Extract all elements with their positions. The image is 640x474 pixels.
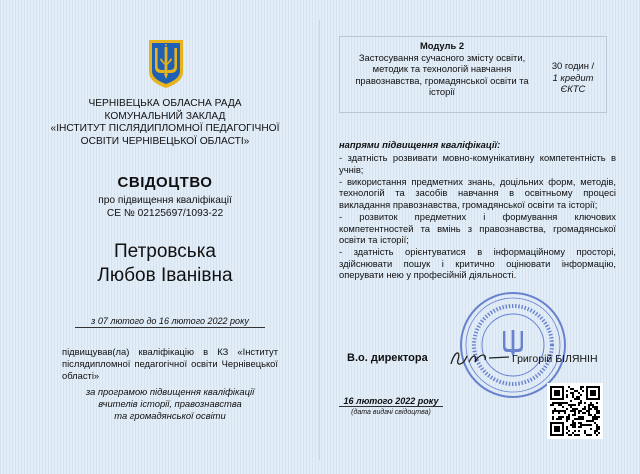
- module-credits: [542, 60, 604, 95]
- issue-date-caption: (дата видачі свідоцтва): [351, 409, 431, 416]
- org-line: ЧЕРНІВЕЦЬКА ОБЛАСНА РАДА: [88, 98, 242, 109]
- directions-title: напрями підвищення кваліфікації:: [339, 139, 501, 150]
- org-line: ОСВІТИ ЧЕРНІВЕЦЬКОЇ ОБЛАСТІ»: [80, 135, 250, 147]
- training-period: з 07 лютого до 16 лютого 2022 року: [91, 316, 249, 326]
- holder-given-names: Любов Іванівна: [97, 265, 233, 286]
- issue-date: 16 лютого 2022 року: [343, 396, 439, 406]
- institution-name: [40, 98, 290, 148]
- direction-item: - використання предметних знань, доцільних форм, методів, технологій та засобів навчання в освітньому процесі викладання правознавства, громадянської освіти та історії;: [339, 175, 616, 210]
- module-credit: 1 кредит: [552, 71, 594, 83]
- qr-code: [547, 383, 603, 439]
- module-description: Застосування сучасного змісту освіти, методик та технологій навчання правознавства, громадянської освіти та історії: [355, 51, 529, 98]
- document-subtitle: [40, 195, 290, 220]
- module-info: [343, 40, 541, 98]
- program-description: [62, 386, 278, 423]
- qr-code-pattern: [550, 386, 600, 436]
- org-line: «ІНСТИТУТ ПІСЛЯДИПЛОМНОЇ ПЕДАГОГІЧНОЇ: [50, 123, 280, 135]
- qualification-statement: підвищував(ла) кваліфікацію в КЗ «Інститут післядипломної педагогічної освіти Чернівецької області»: [62, 346, 278, 381]
- module-title: Модуль 2: [419, 40, 465, 51]
- signatory-role: В.о. директора: [347, 352, 428, 364]
- program-line: вчителів історії, правознавства: [98, 398, 242, 410]
- document-number: СЕ № 02125697/1093-22: [106, 207, 224, 219]
- subtitle-text: про підвищення кваліфікації: [98, 195, 232, 206]
- document-title: СВІДОЦТВО: [117, 174, 213, 191]
- direction-item: - розвиток предметних і формування ключових компетентностей та вмінь з правознавства, громадянської освіти та історії;: [339, 210, 616, 246]
- period-underline: [75, 327, 265, 328]
- program-line: та громадянської освіти: [114, 410, 226, 422]
- module-credit-system: ЄКТС: [560, 83, 586, 95]
- holder-name: [40, 240, 290, 288]
- directions-list: [339, 152, 616, 282]
- holder-surname: Петровська: [113, 241, 216, 262]
- handwritten-signature: [445, 346, 515, 370]
- org-line: КОМУНАЛЬНИЙ ЗАКЛАД: [104, 110, 226, 122]
- issue-date-underline: [339, 406, 443, 407]
- page-spine: [319, 20, 320, 460]
- signatory-name: Григорій БІЛЯНІН: [512, 353, 598, 365]
- module-hours: 30 годин /: [551, 60, 595, 71]
- direction-item: - здатність орієнтуватися в інформаційному просторі, здійснювати пошук і критично оцінювати інформацію, оперувати нею у професійній діяльності.: [339, 246, 616, 281]
- trident-icon: [146, 38, 186, 90]
- direction-item: - здатність розвивати мовно-комунікативну компетентність в учнів;: [339, 152, 616, 175]
- program-line: за програмою підвищення кваліфікації: [85, 386, 255, 397]
